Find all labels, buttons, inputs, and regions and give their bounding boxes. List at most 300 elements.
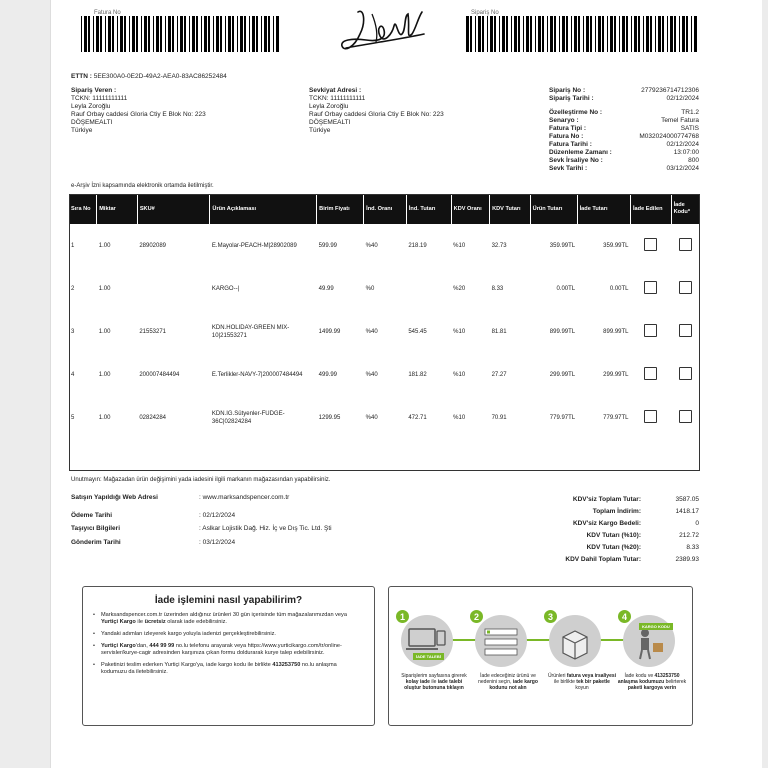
shipping-line: Rauf Orbay caddesi Gloria Ctiy E Blok No: 223 [309,111,444,118]
return-instructions-box [82,586,375,726]
barcode-bar [578,16,580,52]
shipping-line: DÖŞEMEALTI [309,119,351,126]
info-label: Satışın Yapıldığı Web Adresi [71,494,158,501]
barcode-bar [622,16,625,52]
barcode-bar [84,16,87,52]
barcode-bar [571,16,572,52]
return-bullet [93,631,362,638]
barcode-bar [204,16,207,52]
meta-value: TR1.2 [681,109,699,116]
meta-label: Sevk Tarihi : [549,165,588,172]
col-header: Ürün Tutarı [530,194,577,224]
total-value: 212.72 [679,532,699,539]
barcode-bar [634,16,637,52]
text-bold: kodunu not alın [489,685,527,691]
text: Siparişlerim sayfasına girerek [401,673,467,679]
barcode-bar [213,16,214,52]
return-code-cell [671,224,700,267]
col-header: KDV Oranı [451,194,489,224]
signature-image [336,4,431,60]
table-cell: 779.97TL [603,414,629,421]
barcode-bar [619,16,620,52]
carrier-line [71,525,332,532]
table-cell: 899.99TL [549,328,576,335]
col-header: İnd. Oranı [364,194,407,224]
shipping-line: Türkiye [309,127,331,134]
table-cell: 02824284 [139,414,167,421]
meta-value: SATIS [680,125,699,132]
table-cell: 1.00 [98,328,111,335]
barcode-bar [120,16,123,52]
barcode-bar [232,16,234,52]
barcode-bar [670,16,673,52]
total-label: KDV Dahil Toplam Tutar: [565,556,641,563]
web-address-line [71,494,289,501]
meta-value: 800 [688,157,699,164]
meta-label: Fatura Tarihi : [549,141,592,148]
returned-checkbox[interactable] [644,367,657,380]
barcode-bar [682,16,685,52]
barcode-bar [189,16,190,52]
barcode-bar [141,16,142,52]
barcode-bar [244,16,246,52]
table-cell: 1.00 [98,242,111,249]
table-cell: 899.99TL [603,328,629,335]
barcode-bar [478,16,481,52]
step-2-circle [475,615,527,667]
barcode-bar [132,16,135,52]
meta-label: Fatura Tipi : [549,125,587,132]
return-code-cell [671,396,700,439]
total-label: Toplam İndirim: [592,508,641,515]
order-barcode [466,16,698,52]
text-bold: Yurtiçi Kargo [101,643,136,649]
returned-cell [631,353,672,396]
ettn-value: 5EE300A0-0E2D-49A2-AEA0-83AC86252484 [93,73,227,80]
barcode-bar [506,16,508,52]
barcode-bar [160,16,162,52]
payment-date-line [71,512,235,519]
barcode-bar [168,16,171,52]
table-cell: 27.27 [491,371,507,378]
return-code-checkbox[interactable] [679,324,692,337]
col-header: İade Tutarı [577,194,630,224]
returned-cell [631,396,672,439]
ettn-label: ETTN : [71,73,92,80]
table-cell: 218.19 [408,242,427,249]
table-cell: 1499.99 [318,328,341,335]
barcode-bar [631,16,632,52]
table-cell: 28902089 [139,242,167,249]
barcode-bar [562,16,565,52]
total-label: KDV Tutarı (%10): [586,532,641,539]
barcode-bar [658,16,661,52]
barcode-bar [662,16,664,52]
barcode-bar [583,16,584,52]
barcode-bar [105,16,106,52]
package-icon [549,615,601,667]
table-cell: 1.00 [98,414,111,421]
barcode-bar [124,16,126,52]
table-cell: %10 [453,242,466,249]
return-steps-box [388,586,693,726]
table-cell: 472.71 [408,414,427,421]
info-label: Ödeme Tarihi [71,512,113,519]
barcode-bar [547,16,548,52]
barcode-bar [595,16,596,52]
returned-cell [631,310,672,353]
buyer-line: Türkiye [71,127,93,134]
text: ile [137,619,143,625]
barcode-bar [256,16,258,52]
table-cell: %40 [365,414,378,421]
barcode-bar [602,16,604,52]
barcode-bar [502,16,505,52]
barcode-bar [112,16,114,52]
text: belirterek [665,679,687,685]
text: İade edeceğiniz ürünü ve nedenini seçin, [478,673,536,685]
table-cell: 8.33 [491,285,504,292]
barcode-bar [261,16,262,52]
col-header: SKU# [137,194,210,224]
buyer-title: Sipariş Veren : [71,87,117,94]
table-cell: KDN.HOLIDAY-GREEN MIX-10|21553271 [211,324,290,339]
table-cell: 499.99 [318,371,338,378]
table-row [69,396,700,439]
step-1-tag: İADE TALEBİ [413,653,444,660]
meta-label: Sipariş No : [549,87,586,94]
barcode-bar [538,16,541,52]
table-cell: %0 [365,285,375,292]
table-cell: %40 [365,242,378,249]
step-1-caption [399,673,469,691]
text: İade kodu ve [624,673,654,679]
barcode-bar [646,16,649,52]
barcode-bar [180,16,183,52]
returned-cell [631,267,672,310]
text-bold: butonuna tıklayın [422,685,464,691]
barcode-bar [643,16,644,52]
table-cell: 359.99TL [549,242,576,249]
barcode-bar [276,16,279,52]
barcode-bar [88,16,90,52]
buyer-line: DÖŞEMEALTI [71,119,113,126]
barcode-bar [554,16,556,52]
table-cell: %40 [365,371,378,378]
barcode-bar [228,16,231,52]
meta-label: Özelleştirme No : [549,109,603,116]
barcode-bar [650,16,652,52]
return-code-checkbox[interactable] [679,238,692,251]
table-cell: 1.00 [98,285,111,292]
barcode-bar [100,16,102,52]
table-cell: 359.99TL [603,242,629,249]
barcode-bar [96,16,99,52]
barcode-bar [177,16,178,52]
barcode-bar [566,16,568,52]
table-row [69,224,700,267]
text: Marksandspencer.com.tr üzerinden aldığınız ürünleri 30 gün içerisinde tüm mağazalarımızdan veya [101,612,347,618]
col-header: Miktar [97,194,138,224]
barcode-bar [518,16,520,52]
barcode-bar [674,16,676,52]
meta-value: Temel Fatura [661,117,699,124]
barcode-right-label: Sipariş No [471,10,499,16]
barcode-bar [466,16,469,52]
invoice-meta [549,87,699,173]
meta-value: 2779236714712306 [641,87,699,94]
table-cell: KARGO--| [211,285,240,292]
total-label: KDV Tutarı (%20): [586,544,641,551]
return-bullet [93,612,362,626]
meta-value: 13:07:00 [673,149,699,156]
barcode-bar [252,16,255,52]
barcode-bar [686,16,688,52]
info-value: : 03/12/2024 [199,539,236,546]
info-label: Taşıyıcı Bilgileri [71,525,121,532]
meta-label: Senaryo : [549,117,579,124]
table-cell: 181.82 [408,371,427,378]
table-row [69,310,700,353]
step-3-caption [547,673,617,691]
info-value: : Aslkar Lojistik Dağ. Hiz. İç ve Dış Tic. Ltd. Şti [199,525,332,532]
returned-checkbox[interactable] [644,324,657,337]
total-label: KDV'siz Toplam Tutar: [572,496,641,503]
table-row [69,267,700,310]
barcode-bar [523,16,524,52]
barcode-bar [249,16,250,52]
table-cell [406,267,451,310]
return-bullet [93,662,362,676]
text: no.lu telefonu arayarak veya https://www.yurticikargo.com/tr/online-servisler/kurye-cagir adresinden karşınıza çıkan formu doldurarak kurye talep edebilirsiniz. [101,643,342,656]
buyer-line: Rauf Orbay caddesi Gloria Ctiy E Blok No: 223 [71,111,206,118]
ettn-line [71,73,227,80]
table-cell: KDN.IG.Sütyenler-FUDGE-36C|02824284 [211,410,285,425]
barcode-bar [586,16,589,52]
ship-date-line [71,539,235,546]
barcode-bar [136,16,138,52]
steps-illustration [395,609,687,669]
buyer-line: Leyla Zoroğlu [71,103,111,110]
text-bold: iade kargo [512,679,538,685]
barcode-bar [514,16,517,52]
step-2-number: 2 [469,609,484,624]
barcode-bar [240,16,243,52]
info-value: : www.marksandspencer.com.tr [199,494,290,501]
text: Yandaki adımları izleyerek kargo yoluyla iadenizi gerçekleştirebilirsiniz. [101,631,276,637]
return-code-cell [671,267,700,310]
text-bold: fatura veya irsaliyesi [566,673,617,679]
table-cell: 599.99 [318,242,338,249]
meta-label: Sevk İrsaliye No : [549,157,603,164]
meta-value: 02/12/2024 [666,95,699,102]
total-value: 3587.05 [675,496,699,503]
table-cell: 49.99 [318,285,334,292]
barcode-bar [264,16,267,52]
return-code-checkbox[interactable] [679,281,692,294]
barcode-bar [590,16,592,52]
meta-label: Fatura No : [549,133,584,140]
returned-checkbox[interactable] [644,410,657,423]
barcode-bar [216,16,219,52]
barcode-bar [694,16,697,52]
table-cell: 81.81 [491,328,507,335]
col-header: Birim Fiyatı [317,194,364,224]
barcode-bar [208,16,210,52]
col-header: Ürün Açıklaması [210,194,317,224]
table-cell: 299.99TL [549,371,576,378]
barcode-bar [638,16,640,52]
text-bold: ücretsiz [144,619,166,625]
barcode-bar [148,16,150,52]
table-cell: %10 [453,414,466,421]
table-cell: 545.45 [408,328,427,335]
barcode-bar [679,16,680,52]
barcode-bar [237,16,238,52]
text-bold: 413253750 [272,662,301,668]
table-cell: 70.91 [491,414,507,421]
barcode-bar [273,16,274,52]
buyer-block [71,87,206,135]
barcode-bar [598,16,601,52]
total-value: 8.33 [686,544,699,551]
barcode-bar [225,16,226,52]
barcode-bar [196,16,198,52]
items-table [69,194,700,439]
text: Ürünleri [547,673,566,679]
table-cell: 200007484494 [139,371,180,378]
text: ile birlikte [554,679,575,685]
table-cell: %20 [453,285,466,292]
col-header: İade Kodu* [671,194,700,224]
text-bold: paketi kargoya verin [627,685,677,691]
col-header: Sıra No [69,194,97,224]
barcode-bar [655,16,656,52]
table-cell: %10 [453,328,466,335]
return-bullet [93,643,362,657]
barcode-bar [667,16,668,52]
barcode-bar [144,16,147,52]
shipping-block [309,87,444,135]
table-cell: E.Mayolar-PEACH-M|28902089 [211,242,297,249]
table-cell: 1 [71,242,75,249]
barcode-bar [494,16,496,52]
barcode-bar [614,16,616,52]
text: olarak iade edebilirsiniz. [167,619,227,625]
meta-label: Düzenleme Zamanı : [549,149,612,156]
barcode-bar [93,16,94,52]
info-label: Gönderim Tarihi [71,539,121,546]
barcode-bar [530,16,532,52]
barcode-bar [550,16,553,52]
invoice-barcode [81,16,281,52]
checklist-icon [475,615,527,667]
buyer-line: TCKN: 11111111111 [71,95,128,102]
table-cell: 2 [71,285,75,292]
barcode-bar [220,16,222,52]
barcode-bar [268,16,270,52]
meta-value: 02/12/2024 [666,141,699,148]
returned-checkbox[interactable] [644,238,657,251]
barcode-bar [607,16,608,52]
return-code-checkbox[interactable] [679,410,692,423]
text: Paketinizi teslim ederken Yurtiçi Kargo'ya, iade kargo kodu ile birlikte [101,662,271,668]
barcode-bar [610,16,613,52]
total-value: 2389.93 [675,556,699,563]
text: no.lu anlaşma kodumuzu da iletebilirsiniz. [101,662,337,675]
total-value: 1418.17 [675,508,699,515]
return-title: İade işlemini nasıl yapabilirim? [154,595,303,606]
barcode-bar [156,16,159,52]
barcode-bar [574,16,577,52]
returned-checkbox[interactable] [644,281,657,294]
earsiv-notice: e-Arşiv İzni kapsamında elektronik ortamda iletilmiştir. [71,183,214,189]
barcode-bar [184,16,186,52]
table-cell: 0.00TL [556,285,576,292]
info-value: : 02/12/2024 [199,512,236,519]
table-cell: E.Terlikler-NAVY-7|200007484494 [211,371,303,378]
barcode-bar [535,16,536,52]
text-bold: 444 99 99 [149,643,175,649]
col-header: KDV Tutarı [490,194,531,224]
barcode-bar [526,16,529,52]
barcode-bar [487,16,488,52]
barcode-bar [490,16,493,52]
table-row [69,353,700,396]
total-value: 0 [695,520,699,527]
table-cell: 5 [71,414,75,421]
barcode-bar [691,16,692,52]
shipping-title: Sevkiyat Adresi : [309,87,362,94]
barcode-bar [470,16,472,52]
barcode-bar [172,16,174,52]
step-4-circle [623,615,675,667]
shipping-line: Leyla Zoroğlu [309,103,349,110]
step-1-number: 1 [395,609,410,624]
col-header: İnd. Tutarı [406,194,451,224]
text-bold: 413253750 anlaşma kodumuzu [617,673,680,685]
table-cell: 32.73 [491,242,507,249]
shipping-line: TCKN: 11111111111 [309,95,366,102]
table-cell: 779.97TL [549,414,576,421]
table-cell: %40 [365,328,378,335]
barcode-bar [117,16,118,52]
table-cell: 1.00 [98,371,111,378]
barcode-bar [626,16,628,52]
text-bold: iade talebi oluştur [404,679,463,691]
barcode-bar [559,16,560,52]
table-cell: 3 [71,328,75,335]
text-bold: Yurtiçi Kargo [101,619,136,625]
barcode-bar [201,16,202,52]
table-header-row [69,194,700,224]
barcode-bar [108,16,111,52]
step-4-tag: KARGO KODU [639,623,673,630]
barcode-bar [153,16,154,52]
step-4-number: 4 [617,609,632,624]
text-bold: kolay iade [405,679,430,685]
meta-value: 03/12/2024 [666,165,699,172]
return-code-checkbox[interactable] [679,367,692,380]
barcode-bar [511,16,512,52]
step-1-circle [401,615,453,667]
barcode-bar [482,16,484,52]
col-header: İade Edilen [631,194,672,224]
table-cell [137,267,210,310]
returned-cell [631,224,672,267]
meta-label: Sipariş Tarihi : [549,95,594,102]
text-bold: tek bir paketle [576,679,610,685]
